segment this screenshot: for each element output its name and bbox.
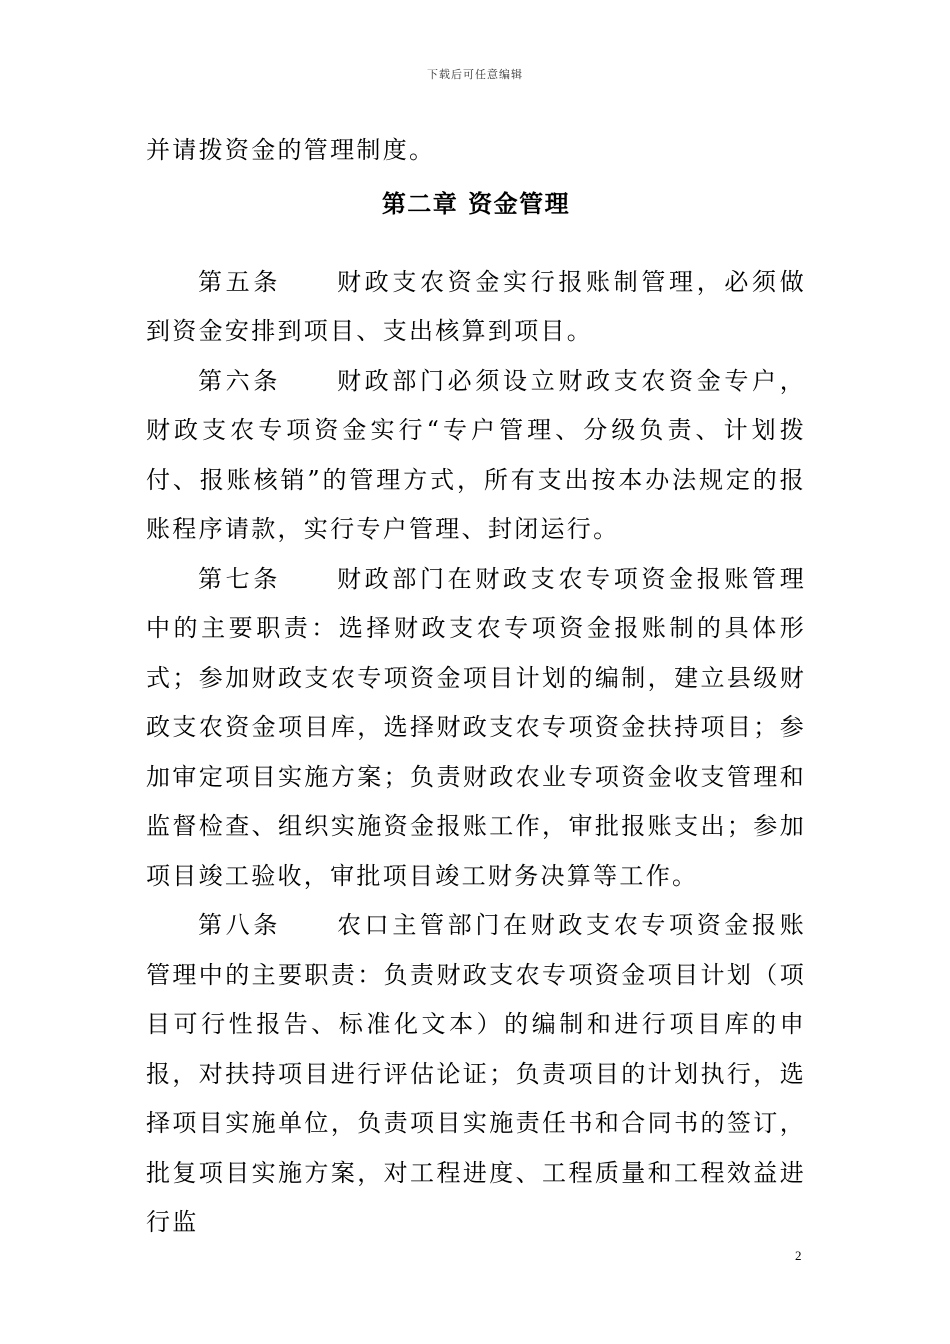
article-number: 第五条 xyxy=(198,267,282,296)
page-header-note: 下载后可任意编辑 xyxy=(427,68,523,81)
article-number: 第六条 xyxy=(198,366,282,395)
article-7 xyxy=(146,555,806,902)
article-number: 第八条 xyxy=(198,911,282,939)
chapter-title: 第二章 资金管理 xyxy=(381,188,571,218)
document-body xyxy=(146,126,806,1248)
article-text: 财政部门必须设立财政支农资金专户，财政支农专项资金实行“专户管理、分级负责、计划拨付、报账核销”的管理方式，所有支出按本办法规定的报账程序请款，实行专户管理、封闭运行。 xyxy=(146,366,806,543)
article-number: 第七条 xyxy=(198,564,282,593)
article-8 xyxy=(146,901,806,1248)
page-number: 2 xyxy=(795,1248,802,1263)
article-5 xyxy=(146,258,806,357)
article-6 xyxy=(146,357,806,555)
article-text: 财政部门在财政支农专项资金报账管理中的主要职责：选择财政支农专项资金报账制的具体形式；参加财政支农专项资金项目计划的编制，建立县级财政支农资金项目库，选择财政支农专项资金扶持项目；参加审定项目实施方案；负责财政农业专项资金收支管理和监督检查、组织实施资金报账工作，审批报账支出；参加项目竣工验收，审批项目竣工财务决算等工作。 xyxy=(146,564,806,890)
article-text: 农口主管部门在财政支农专项资金报账管理中的主要职责：负责财政支农专项资金项目计划（项目可行性报告、标准化文本）的编制和进行项目库的申报，对扶持项目进行评估论证；负责项目的计划执行，选择项目实施单位，负责项目实施责任书和合同书的签订，批复项目实施方案，对工程进度、工程质量和工程效益进行监 xyxy=(146,911,806,1236)
continuation-paragraph: 并请拨资金的管理制度。 xyxy=(146,136,436,164)
article-text: 财政支农资金实行报账制管理，必须做到资金安排到项目、支出核算到项目。 xyxy=(146,267,806,345)
